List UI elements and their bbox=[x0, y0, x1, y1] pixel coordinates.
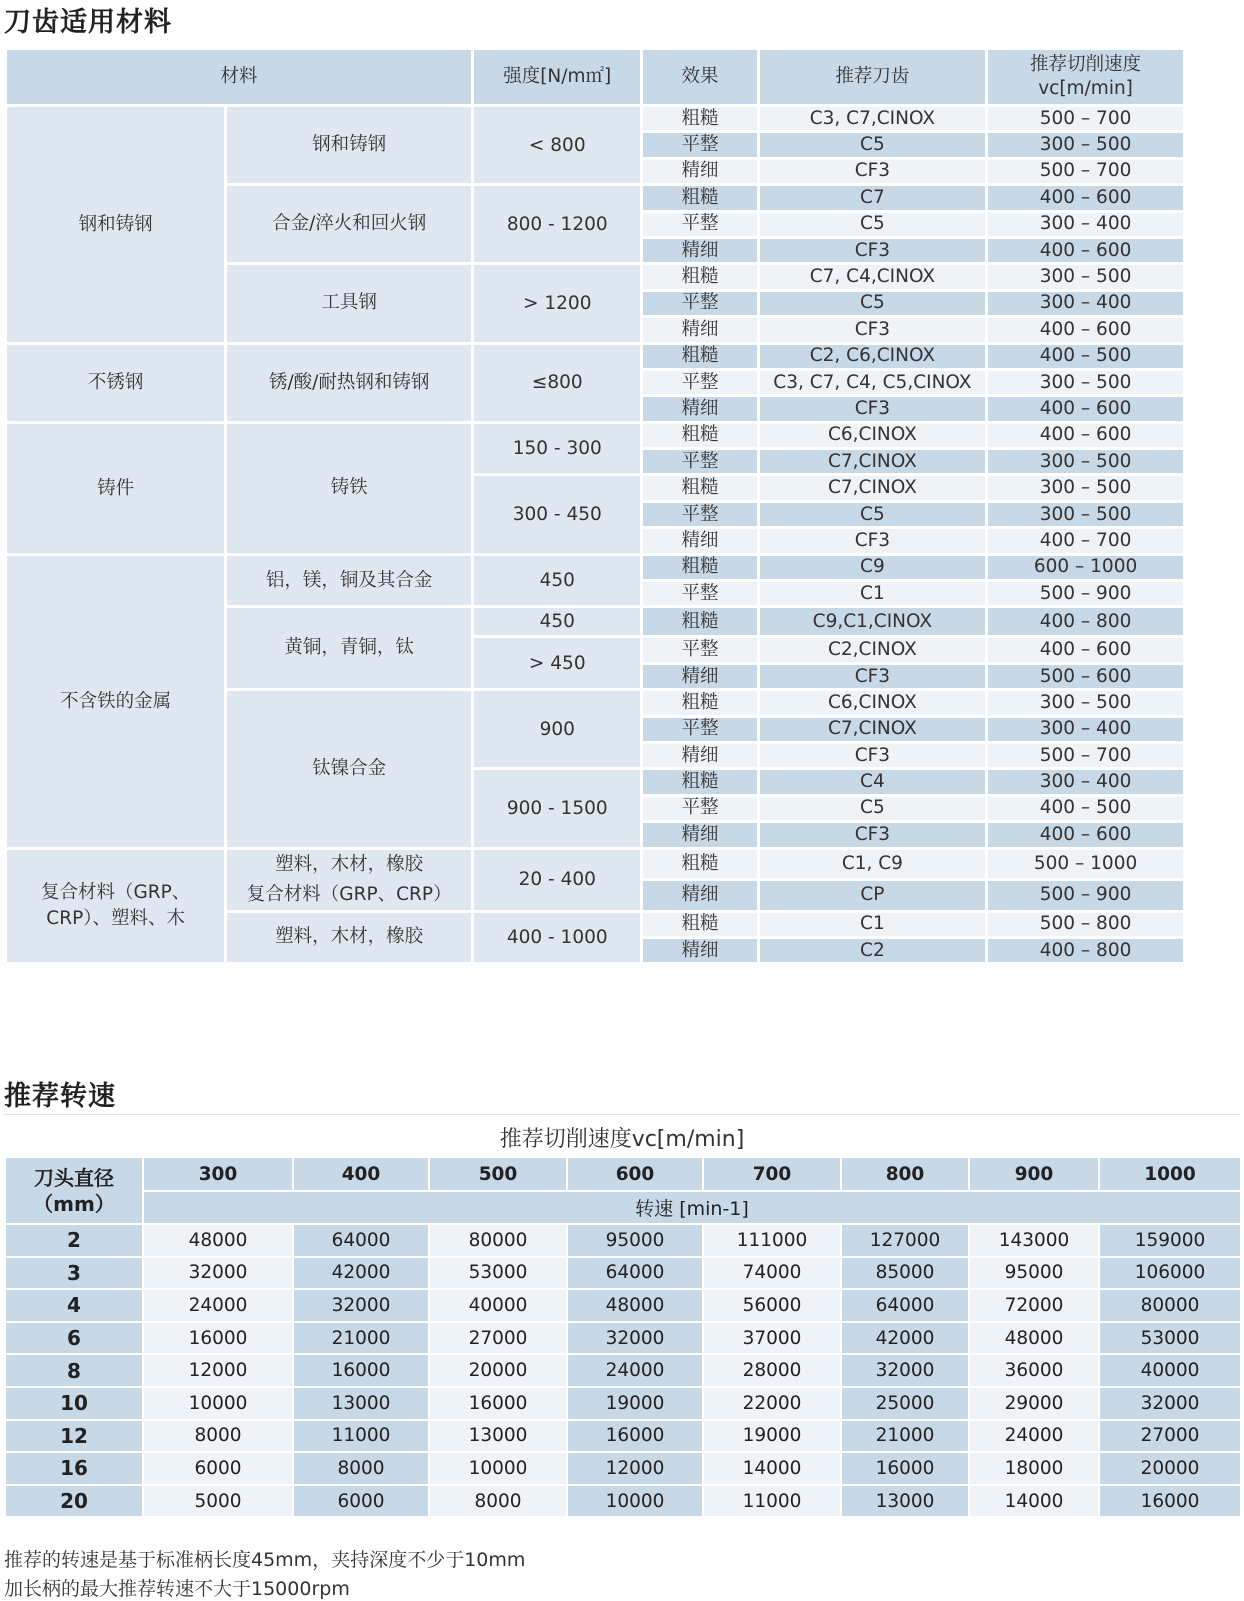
diameter-cell: 10 bbox=[5, 1387, 143, 1420]
teeth-cell: C3, C7,CINOX bbox=[758, 106, 986, 132]
rpm-cell: 32000 bbox=[293, 1289, 429, 1322]
speed-column-header: 300 bbox=[143, 1157, 293, 1191]
material-subtype-cell: 铝，镁，铜及其合金 bbox=[226, 554, 473, 607]
table-row bbox=[6, 106, 1185, 132]
rpm-cell: 95000 bbox=[969, 1257, 1099, 1290]
effect-cell: 精细 bbox=[642, 396, 758, 422]
effect-cell: 粗糙 bbox=[642, 554, 758, 580]
speed-cell: 400 – 500 bbox=[987, 343, 1185, 369]
strength-cell: 400 - 1000 bbox=[473, 911, 642, 964]
teeth-cell: C1, C9 bbox=[758, 848, 986, 880]
diameter-cell: 4 bbox=[5, 1289, 143, 1322]
rpm-cell: 64000 bbox=[293, 1224, 429, 1257]
teeth-cell: C5 bbox=[758, 132, 986, 158]
teeth-cell: C4 bbox=[758, 769, 986, 795]
rpm-cell: 10000 bbox=[429, 1452, 567, 1485]
rpm-cell: 53000 bbox=[429, 1257, 567, 1290]
rpm-cell: 85000 bbox=[841, 1257, 969, 1290]
effect-cell: 粗糙 bbox=[642, 911, 758, 937]
speed-cell: 400 – 600 bbox=[987, 637, 1185, 663]
rpm-cell: 42000 bbox=[293, 1257, 429, 1290]
header-effect: 效果 bbox=[642, 49, 758, 106]
diameter-cell: 3 bbox=[5, 1257, 143, 1290]
teeth-cell: C7,CINOX bbox=[758, 716, 986, 742]
rpm-cell: 32000 bbox=[143, 1257, 293, 1290]
rpm-cell: 20000 bbox=[429, 1354, 567, 1387]
rpm-cell: 16000 bbox=[293, 1354, 429, 1387]
table-row bbox=[5, 1354, 1241, 1387]
effect-cell: 精细 bbox=[642, 528, 758, 554]
diameter-cell: 8 bbox=[5, 1354, 143, 1387]
rpm-cell: 11000 bbox=[293, 1420, 429, 1453]
rpm-cell: 56000 bbox=[703, 1289, 841, 1322]
effect-cell: 粗糙 bbox=[642, 343, 758, 369]
diameter-header: 刀头直径 （mm） bbox=[5, 1157, 143, 1224]
speed-cell: 500 – 900 bbox=[987, 880, 1185, 912]
speed-column-header: 400 bbox=[293, 1157, 429, 1191]
speed-table-caption: 推荐切削速度vc[m/min] bbox=[499, 1127, 745, 1152]
header-speed: 推荐切削速度 vc[m/min] bbox=[987, 49, 1185, 106]
teeth-cell: C2,CINOX bbox=[758, 637, 986, 663]
rpm-cell: 24000 bbox=[969, 1420, 1099, 1453]
rpm-cell: 13000 bbox=[429, 1420, 567, 1453]
rpm-cell: 8000 bbox=[429, 1485, 567, 1518]
speed-cell: 500 – 600 bbox=[987, 663, 1185, 689]
rpm-cell: 64000 bbox=[841, 1289, 969, 1322]
speed-cell: 400 – 600 bbox=[987, 422, 1185, 448]
material-subtype-cell: 合金/淬火和回火钢 bbox=[226, 185, 473, 264]
rpm-cell: 32000 bbox=[1099, 1387, 1241, 1420]
speed-column-header: 800 bbox=[841, 1157, 969, 1191]
rpm-cell: 53000 bbox=[1099, 1322, 1241, 1355]
strength-cell: 20 - 400 bbox=[473, 848, 642, 911]
speed-cell: 500 – 700 bbox=[987, 106, 1185, 132]
teeth-cell: C5 bbox=[758, 795, 986, 821]
table-row bbox=[5, 1289, 1241, 1322]
materials-table bbox=[4, 47, 1186, 965]
rpm-cell: 6000 bbox=[143, 1452, 293, 1485]
rpm-cell: 5000 bbox=[143, 1485, 293, 1518]
effect-cell: 平整 bbox=[642, 581, 758, 607]
material-subtype-cell: 锈/酸/耐热钢和铸钢 bbox=[226, 343, 473, 422]
teeth-cell: CF3 bbox=[758, 237, 986, 263]
effect-cell: 平整 bbox=[642, 290, 758, 316]
rpm-cell: 6000 bbox=[293, 1485, 429, 1518]
effect-cell: 精细 bbox=[642, 937, 758, 963]
teeth-cell: CF3 bbox=[758, 663, 986, 689]
material-group-cell: 不锈钢 bbox=[6, 343, 226, 422]
strength-cell: 900 - 1500 bbox=[473, 769, 642, 848]
effect-cell: 平整 bbox=[642, 716, 758, 742]
speed-cell: 400 – 700 bbox=[987, 528, 1185, 554]
effect-cell: 精细 bbox=[642, 158, 758, 184]
rpm-cell: 64000 bbox=[567, 1257, 703, 1290]
rpm-cell: 16000 bbox=[567, 1420, 703, 1453]
teeth-cell: C2, C6,CINOX bbox=[758, 343, 986, 369]
table-row bbox=[5, 1257, 1241, 1290]
strength-cell: 300 - 450 bbox=[473, 475, 642, 554]
teeth-cell: C7,CINOX bbox=[758, 475, 986, 501]
rpm-cell: 95000 bbox=[567, 1224, 703, 1257]
effect-cell: 平整 bbox=[642, 132, 758, 158]
strength-cell: 900 bbox=[473, 690, 642, 769]
table-row bbox=[5, 1224, 1241, 1257]
effect-cell: 精细 bbox=[642, 317, 758, 343]
teeth-cell: C1 bbox=[758, 581, 986, 607]
rpm-cell: 48000 bbox=[567, 1289, 703, 1322]
rpm-cell: 24000 bbox=[143, 1289, 293, 1322]
speed-cell: 400 – 600 bbox=[987, 317, 1185, 343]
speed-cell: 300 – 400 bbox=[987, 290, 1185, 316]
table-row bbox=[5, 1387, 1241, 1420]
effect-cell: 粗糙 bbox=[642, 690, 758, 716]
rpm-cell: 32000 bbox=[841, 1354, 969, 1387]
speed-cell: 400 – 600 bbox=[987, 185, 1185, 211]
effect-cell: 平整 bbox=[642, 501, 758, 527]
rpm-cell: 10000 bbox=[567, 1485, 703, 1518]
effect-cell: 平整 bbox=[642, 449, 758, 475]
rpm-cell: 72000 bbox=[969, 1289, 1099, 1322]
speed-cell: 300 – 400 bbox=[987, 211, 1185, 237]
material-subtype-cell: 塑料，木材，橡胶 bbox=[226, 911, 473, 964]
material-subtype-cell: 钢和铸钢 bbox=[226, 106, 473, 185]
table-row bbox=[6, 343, 1185, 369]
speed-cell: 500 – 700 bbox=[987, 158, 1185, 184]
section-divider bbox=[4, 1114, 1240, 1115]
teeth-cell: C2 bbox=[758, 937, 986, 963]
note-standard-shank: 推荐的转速是基于标准柄长度45mm，夹持深度不少于10mm bbox=[4, 1549, 526, 1571]
teeth-cell: C1 bbox=[758, 911, 986, 937]
teeth-cell: CF3 bbox=[758, 317, 986, 343]
strength-cell: < 800 bbox=[473, 106, 642, 185]
speed-cell: 400 – 500 bbox=[987, 795, 1185, 821]
strength-cell: ≤800 bbox=[473, 343, 642, 422]
diameter-cell: 12 bbox=[5, 1420, 143, 1453]
rpm-cell: 12000 bbox=[143, 1354, 293, 1387]
rpm-cell: 111000 bbox=[703, 1224, 841, 1257]
rpm-cell: 80000 bbox=[429, 1224, 567, 1257]
effect-cell: 平整 bbox=[642, 369, 758, 395]
header-material: 材料 bbox=[6, 49, 473, 106]
effect-cell: 平整 bbox=[642, 637, 758, 663]
rpm-cell: 80000 bbox=[1099, 1289, 1241, 1322]
rpm-cell: 37000 bbox=[703, 1322, 841, 1355]
effect-cell: 粗糙 bbox=[642, 106, 758, 132]
rpm-cell: 74000 bbox=[703, 1257, 841, 1290]
strength-cell: 150 - 300 bbox=[473, 422, 642, 475]
rpm-cell: 27000 bbox=[1099, 1420, 1241, 1453]
strength-cell: > 1200 bbox=[473, 264, 642, 343]
material-group-cell: 钢和铸钢 bbox=[6, 106, 226, 344]
strength-cell: > 450 bbox=[473, 637, 642, 690]
teeth-cell: CF3 bbox=[758, 822, 986, 848]
diameter-cell: 20 bbox=[5, 1485, 143, 1518]
speed-cell: 300 – 500 bbox=[987, 449, 1185, 475]
speed-cell: 300 – 500 bbox=[987, 132, 1185, 158]
rpm-cell: 21000 bbox=[293, 1322, 429, 1355]
rpm-cell: 29000 bbox=[969, 1387, 1099, 1420]
speed-cell: 300 – 500 bbox=[987, 690, 1185, 716]
effect-cell: 粗糙 bbox=[642, 185, 758, 211]
speed-cell: 600 – 1000 bbox=[987, 554, 1185, 580]
rpm-cell: 21000 bbox=[841, 1420, 969, 1453]
teeth-cell: C5 bbox=[758, 290, 986, 316]
speed-column-header: 600 bbox=[567, 1157, 703, 1191]
rpm-cell: 16000 bbox=[429, 1387, 567, 1420]
rpm-cell: 14000 bbox=[969, 1485, 1099, 1518]
speed-cell: 300 – 400 bbox=[987, 716, 1185, 742]
speed-cell: 300 – 500 bbox=[987, 475, 1185, 501]
rpm-cell: 20000 bbox=[1099, 1452, 1241, 1485]
table-row bbox=[5, 1452, 1241, 1485]
rpm-cell: 32000 bbox=[567, 1322, 703, 1355]
table-row bbox=[6, 554, 1185, 580]
rpm-cell: 12000 bbox=[567, 1452, 703, 1485]
material-subtype-cell: 工具钢 bbox=[226, 264, 473, 343]
rpm-cell: 27000 bbox=[429, 1322, 567, 1355]
speed-cell: 400 – 800 bbox=[987, 607, 1185, 637]
material-subtype-cell: 塑料，木材，橡胶 复合材料（GRP、CRP） bbox=[226, 848, 473, 911]
rpm-cell: 13000 bbox=[841, 1485, 969, 1518]
teeth-cell: C7, C4,CINOX bbox=[758, 264, 986, 290]
effect-cell: 平整 bbox=[642, 211, 758, 237]
effect-cell: 粗糙 bbox=[642, 264, 758, 290]
speed-column-header: 900 bbox=[969, 1157, 1099, 1191]
rpm-cell: 16000 bbox=[1099, 1485, 1241, 1518]
speed-column-header: 500 bbox=[429, 1157, 567, 1191]
teeth-cell: C7 bbox=[758, 185, 986, 211]
speed-column-header: 700 bbox=[703, 1157, 841, 1191]
speed-column-header: 1000 bbox=[1099, 1157, 1241, 1191]
effect-cell: 粗糙 bbox=[642, 769, 758, 795]
speed-cell: 300 – 500 bbox=[987, 501, 1185, 527]
materials-header-row bbox=[6, 49, 1185, 106]
rpm-cell: 14000 bbox=[703, 1452, 841, 1485]
speed-cell: 400 – 600 bbox=[987, 237, 1185, 263]
effect-cell: 粗糙 bbox=[642, 475, 758, 501]
material-subtype-cell: 钛镍合金 bbox=[226, 690, 473, 848]
diameter-cell: 2 bbox=[5, 1224, 143, 1257]
rpm-cell: 48000 bbox=[969, 1322, 1099, 1355]
speed-table bbox=[4, 1156, 1242, 1518]
strength-cell: 800 - 1200 bbox=[473, 185, 642, 264]
rpm-cell: 106000 bbox=[1099, 1257, 1241, 1290]
rpm-cell: 48000 bbox=[143, 1224, 293, 1257]
effect-cell: 精细 bbox=[642, 822, 758, 848]
section-title-speeds: 推荐转速 bbox=[4, 1081, 116, 1112]
effect-cell: 精细 bbox=[642, 237, 758, 263]
speed-header-row bbox=[5, 1157, 1241, 1191]
rpm-cell: 19000 bbox=[567, 1387, 703, 1420]
teeth-cell: CF3 bbox=[758, 158, 986, 184]
teeth-cell: C3, C7, C4, C5,CINOX bbox=[758, 369, 986, 395]
speed-cell: 500 – 1000 bbox=[987, 848, 1185, 880]
speed-cell: 400 – 800 bbox=[987, 937, 1185, 963]
speed-cell: 400 – 600 bbox=[987, 822, 1185, 848]
rpm-cell: 36000 bbox=[969, 1354, 1099, 1387]
speed-cell: 300 – 400 bbox=[987, 769, 1185, 795]
strength-cell: 450 bbox=[473, 554, 642, 607]
rpm-cell: 28000 bbox=[703, 1354, 841, 1387]
teeth-cell: C6,CINOX bbox=[758, 422, 986, 448]
teeth-cell: C5 bbox=[758, 501, 986, 527]
teeth-cell: C5 bbox=[758, 211, 986, 237]
rpm-cell: 11000 bbox=[703, 1485, 841, 1518]
speed-cell: 500 – 800 bbox=[987, 911, 1185, 937]
speed-cell: 300 – 500 bbox=[987, 264, 1185, 290]
rpm-cell: 40000 bbox=[429, 1289, 567, 1322]
teeth-cell: C9,C1,CINOX bbox=[758, 607, 986, 637]
teeth-cell: CF3 bbox=[758, 742, 986, 768]
rpm-cell: 40000 bbox=[1099, 1354, 1241, 1387]
diameter-cell: 6 bbox=[5, 1322, 143, 1355]
rpm-cell: 10000 bbox=[143, 1387, 293, 1420]
rpm-cell: 13000 bbox=[293, 1387, 429, 1420]
material-subtype-cell: 黄铜，青铜，钛 bbox=[226, 607, 473, 690]
speed-cell: 300 – 500 bbox=[987, 369, 1185, 395]
header-teeth: 推荐刀齿 bbox=[758, 49, 986, 106]
effect-cell: 精细 bbox=[642, 880, 758, 912]
rpm-cell: 127000 bbox=[841, 1224, 969, 1257]
rpm-cell: 159000 bbox=[1099, 1224, 1241, 1257]
rpm-cell: 18000 bbox=[969, 1452, 1099, 1485]
rpm-cell: 143000 bbox=[969, 1224, 1099, 1257]
speed-cell: 500 – 700 bbox=[987, 742, 1185, 768]
rpm-cell: 16000 bbox=[143, 1322, 293, 1355]
teeth-cell: CF3 bbox=[758, 528, 986, 554]
table-row bbox=[5, 1322, 1241, 1355]
teeth-cell: CF3 bbox=[758, 396, 986, 422]
rpm-cell: 16000 bbox=[841, 1452, 969, 1485]
speed-unit: 转速 [min-1] bbox=[143, 1191, 1241, 1224]
note-extended-shank: 加长柄的最大推荐转速不大于15000rpm bbox=[4, 1578, 350, 1600]
material-group-cell: 铸件 bbox=[6, 422, 226, 554]
effect-cell: 粗糙 bbox=[642, 607, 758, 637]
material-group-cell: 不含铁的金属 bbox=[6, 554, 226, 848]
effect-cell: 精细 bbox=[642, 663, 758, 689]
section-title-materials: 刀齿适用材料 bbox=[4, 7, 172, 38]
effect-cell: 平整 bbox=[642, 795, 758, 821]
rpm-cell: 8000 bbox=[143, 1420, 293, 1453]
speed-cell: 400 – 600 bbox=[987, 396, 1185, 422]
material-group-cell: 复合材料（GRP、CRP）、塑料、木 bbox=[6, 848, 226, 964]
speed-unit-row bbox=[5, 1191, 1241, 1224]
teeth-cell: C7,CINOX bbox=[758, 449, 986, 475]
effect-cell: 粗糙 bbox=[642, 848, 758, 880]
table-row bbox=[5, 1420, 1241, 1453]
header-strength: 强度[N/m㎡] bbox=[473, 49, 642, 106]
teeth-cell: C9 bbox=[758, 554, 986, 580]
table-row bbox=[6, 422, 1185, 448]
effect-cell: 粗糙 bbox=[642, 422, 758, 448]
rpm-cell: 22000 bbox=[703, 1387, 841, 1420]
diameter-cell: 16 bbox=[5, 1452, 143, 1485]
material-subtype-cell: 铸铁 bbox=[226, 422, 473, 554]
table-row bbox=[5, 1485, 1241, 1518]
rpm-cell: 42000 bbox=[841, 1322, 969, 1355]
effect-cell: 精细 bbox=[642, 742, 758, 768]
table-row bbox=[6, 848, 1185, 880]
strength-cell: 450 bbox=[473, 607, 642, 637]
teeth-cell: CP bbox=[758, 880, 986, 912]
rpm-cell: 24000 bbox=[567, 1354, 703, 1387]
teeth-cell: C6,CINOX bbox=[758, 690, 986, 716]
rpm-cell: 8000 bbox=[293, 1452, 429, 1485]
rpm-cell: 19000 bbox=[703, 1420, 841, 1453]
rpm-cell: 25000 bbox=[841, 1387, 969, 1420]
speed-cell: 500 – 900 bbox=[987, 581, 1185, 607]
